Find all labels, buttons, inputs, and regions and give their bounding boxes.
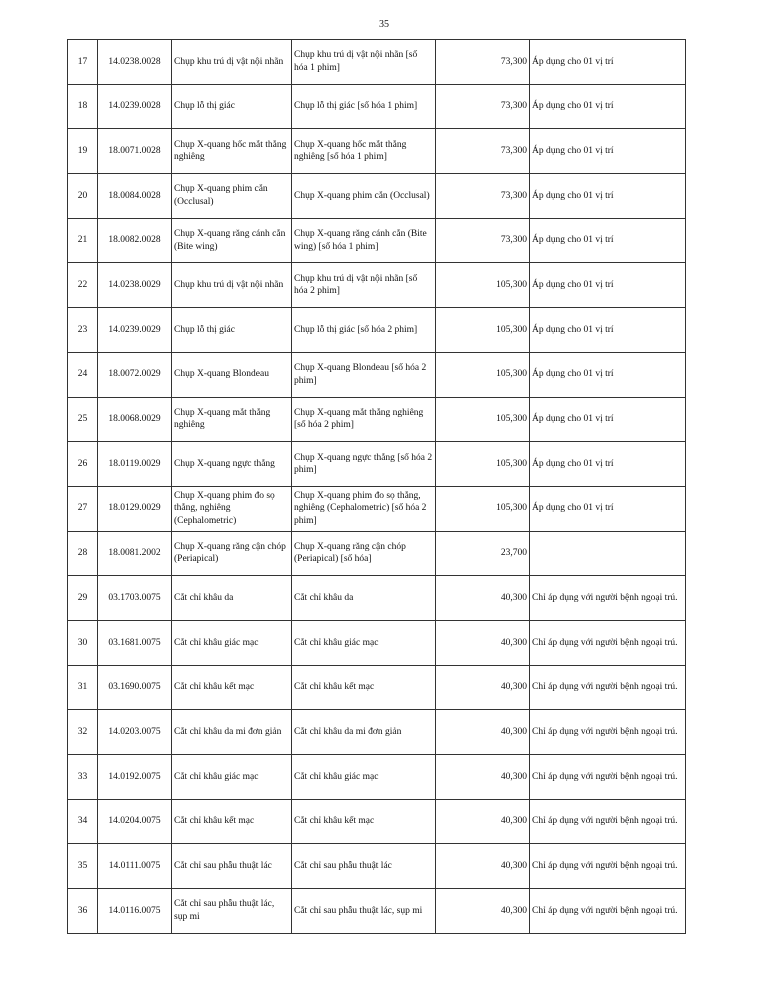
page-number: 35 [379, 19, 389, 30]
row-number-cell: 18 [68, 84, 98, 129]
service-name-cell: Cắt chỉ khâu kết mạc [172, 665, 292, 710]
service-full-name-cell: Chụp khu trú dị vật nội nhãn [số hóa 1 phim] [292, 40, 436, 85]
service-full-name-cell: Cắt chỉ khâu kết mạc [292, 799, 436, 844]
row-number-cell: 30 [68, 620, 98, 665]
service-full-name-cell: Chụp X-quang răng cánh cắn (Bite wing) [số hóa 1 phim] [292, 218, 436, 263]
note-cell: Chỉ áp dụng với người bệnh ngoại trú. [530, 844, 686, 889]
price-cell: 23,700 [436, 531, 530, 576]
table-row [68, 889, 686, 934]
note-cell: Chỉ áp dụng với người bệnh ngoại trú. [530, 620, 686, 665]
service-code-cell: 18.0119.0029 [98, 442, 172, 487]
price-cell: 40,300 [436, 844, 530, 889]
table-row [68, 755, 686, 800]
note-cell: Áp dụng cho 01 vị trí [530, 442, 686, 487]
note-cell: Áp dụng cho 01 vị trí [530, 84, 686, 129]
service-code-cell: 18.0081.2002 [98, 531, 172, 576]
row-number-cell: 24 [68, 352, 98, 397]
service-full-name-cell: Chụp lỗ thị giác [số hóa 1 phim] [292, 84, 436, 129]
note-cell: Áp dụng cho 01 vị trí [530, 486, 686, 531]
table-row [68, 308, 686, 353]
note-cell: Áp dụng cho 01 vị trí [530, 308, 686, 353]
price-cell: 73,300 [436, 84, 530, 129]
note-cell: Chỉ áp dụng với người bệnh ngoại trú. [530, 799, 686, 844]
table-row [68, 84, 686, 129]
price-cell: 40,300 [436, 889, 530, 934]
service-name-cell: Chụp lỗ thị giác [172, 308, 292, 353]
service-name-cell: Chụp lỗ thị giác [172, 84, 292, 129]
table-row [68, 263, 686, 308]
service-name-cell: Cắt chỉ sau phẫu thuật lác, sụp mi [172, 889, 292, 934]
service-code-cell: 14.0116.0075 [98, 889, 172, 934]
row-number-cell: 27 [68, 486, 98, 531]
note-cell: Áp dụng cho 01 vị trí [530, 174, 686, 219]
table-row [68, 710, 686, 755]
service-name-cell: Cắt chỉ sau phẫu thuật lác [172, 844, 292, 889]
price-cell: 105,300 [436, 486, 530, 531]
service-code-cell: 14.0192.0075 [98, 755, 172, 800]
service-name-cell: Chụp X-quang phim cắn (Occlusal) [172, 174, 292, 219]
service-code-cell: 18.0084.0028 [98, 174, 172, 219]
row-number-cell: 25 [68, 397, 98, 442]
service-code-cell: 03.1703.0075 [98, 576, 172, 621]
service-full-name-cell: Cắt chỉ khâu da [292, 576, 436, 621]
price-cell: 105,300 [436, 397, 530, 442]
service-code-cell: 18.0068.0029 [98, 397, 172, 442]
price-cell: 40,300 [436, 576, 530, 621]
note-cell: Áp dụng cho 01 vị trí [530, 218, 686, 263]
service-name-cell: Chụp X-quang răng cận chóp (Periapical) [172, 531, 292, 576]
service-full-name-cell: Chụp lỗ thị giác [số hóa 2 phim] [292, 308, 436, 353]
service-name-cell: Chụp X-quang hốc mắt thẳng nghiêng [172, 129, 292, 174]
service-code-cell: 18.0071.0028 [98, 129, 172, 174]
service-full-name-cell: Chụp X-quang phim cắn (Occlusal) [292, 174, 436, 219]
price-cell: 40,300 [436, 620, 530, 665]
row-number-cell: 31 [68, 665, 98, 710]
row-number-cell: 34 [68, 799, 98, 844]
row-number-cell: 29 [68, 576, 98, 621]
service-name-cell: Chụp khu trú dị vật nội nhãn [172, 263, 292, 308]
price-cell: 105,300 [436, 352, 530, 397]
service-code-cell: 03.1681.0075 [98, 620, 172, 665]
service-full-name-cell: Cắt chỉ khâu kết mạc [292, 665, 436, 710]
row-number-cell: 17 [68, 40, 98, 85]
service-code-cell: 18.0129.0029 [98, 486, 172, 531]
service-code-cell: 14.0203.0075 [98, 710, 172, 755]
note-cell: Áp dụng cho 01 vị trí [530, 40, 686, 85]
price-cell: 105,300 [436, 308, 530, 353]
service-full-name-cell: Chụp X-quang mắt thẳng nghiêng [số hóa 2 phim] [292, 397, 436, 442]
service-full-name-cell: Chụp X-quang ngực thẳng [số hóa 2 phim] [292, 442, 436, 487]
row-number-cell: 35 [68, 844, 98, 889]
service-full-name-cell: Cắt chỉ khâu giác mạc [292, 755, 436, 800]
price-cell: 73,300 [436, 40, 530, 85]
service-name-cell: Cắt chỉ khâu da [172, 576, 292, 621]
service-code-cell: 14.0238.0028 [98, 40, 172, 85]
price-cell: 40,300 [436, 665, 530, 710]
note-cell: Chỉ áp dụng với người bệnh ngoại trú. [530, 889, 686, 934]
price-cell: 73,300 [436, 174, 530, 219]
service-name-cell: Cắt chỉ khâu giác mạc [172, 620, 292, 665]
note-cell: Chỉ áp dụng với người bệnh ngoại trú. [530, 665, 686, 710]
note-cell: Chỉ áp dụng với người bệnh ngoại trú. [530, 576, 686, 621]
note-cell: Áp dụng cho 01 vị trí [530, 397, 686, 442]
service-code-cell: 18.0082.0028 [98, 218, 172, 263]
service-code-cell: 14.0239.0029 [98, 308, 172, 353]
service-full-name-cell: Chụp X-quang răng cận chóp (Periapical) [số hóa] [292, 531, 436, 576]
service-name-cell: Chụp X-quang mắt thẳng nghiêng [172, 397, 292, 442]
service-name-cell: Cắt chỉ khâu giác mạc [172, 755, 292, 800]
service-name-cell: Chụp khu trú dị vật nội nhãn [172, 40, 292, 85]
service-full-name-cell: Cắt chỉ sau phẫu thuật lác, sụp mi [292, 889, 436, 934]
note-cell: Áp dụng cho 01 vị trí [530, 263, 686, 308]
row-number-cell: 23 [68, 308, 98, 353]
service-full-name-cell: Chụp X-quang hốc mắt thẳng nghiêng [số hóa 1 phim] [292, 129, 436, 174]
service-code-cell: 14.0239.0028 [98, 84, 172, 129]
row-number-cell: 21 [68, 218, 98, 263]
row-number-cell: 33 [68, 755, 98, 800]
price-cell: 73,300 [436, 129, 530, 174]
price-cell: 105,300 [436, 263, 530, 308]
table-row [68, 799, 686, 844]
table-row [68, 844, 686, 889]
price-cell: 73,300 [436, 218, 530, 263]
service-full-name-cell: Cắt chỉ khâu giác mạc [292, 620, 436, 665]
row-number-cell: 36 [68, 889, 98, 934]
table-body [68, 40, 686, 934]
row-number-cell: 19 [68, 129, 98, 174]
row-number-cell: 20 [68, 174, 98, 219]
table-row [68, 576, 686, 621]
table-row [68, 174, 686, 219]
service-name-cell: Chụp X-quang ngực thẳng [172, 442, 292, 487]
service-name-cell: Chụp X-quang phim đo sọ thẳng, nghiêng (Cephalometric) [172, 486, 292, 531]
note-cell: Chỉ áp dụng với người bệnh ngoại trú. [530, 755, 686, 800]
row-number-cell: 32 [68, 710, 98, 755]
service-code-cell: 03.1690.0075 [98, 665, 172, 710]
service-code-cell: 18.0072.0029 [98, 352, 172, 397]
service-code-cell: 14.0204.0075 [98, 799, 172, 844]
price-table [67, 39, 686, 934]
table-row [68, 442, 686, 487]
price-cell: 40,300 [436, 710, 530, 755]
price-cell: 40,300 [436, 755, 530, 800]
row-number-cell: 26 [68, 442, 98, 487]
table-row [68, 620, 686, 665]
service-name-cell: Cắt chỉ khâu kết mạc [172, 799, 292, 844]
service-code-cell: 14.0111.0075 [98, 844, 172, 889]
service-full-name-cell: Chụp X-quang phim đo sọ thẳng, nghiêng (Cephalometric) [số hóa 2 phim] [292, 486, 436, 531]
note-cell [530, 531, 686, 576]
table-row [68, 352, 686, 397]
service-name-cell: Chụp X-quang răng cánh cắn (Bite wing) [172, 218, 292, 263]
service-full-name-cell: Chụp khu trú dị vật nội nhãn [số hóa 2 phim] [292, 263, 436, 308]
note-cell: Áp dụng cho 01 vị trí [530, 129, 686, 174]
service-name-cell: Cắt chỉ khâu da mi đơn giản [172, 710, 292, 755]
service-code-cell: 14.0238.0029 [98, 263, 172, 308]
service-name-cell: Chụp X-quang Blondeau [172, 352, 292, 397]
note-cell: Chỉ áp dụng với người bệnh ngoại trú. [530, 710, 686, 755]
table-row [68, 129, 686, 174]
row-number-cell: 22 [68, 263, 98, 308]
row-number-cell: 28 [68, 531, 98, 576]
table-row [68, 40, 686, 85]
note-cell: Áp dụng cho 01 vị trí [530, 352, 686, 397]
table-row [68, 218, 686, 263]
table-row [68, 397, 686, 442]
table-row [68, 665, 686, 710]
service-full-name-cell: Cắt chỉ khâu da mi đơn giản [292, 710, 436, 755]
table-row [68, 531, 686, 576]
table-row [68, 486, 686, 531]
price-cell: 40,300 [436, 799, 530, 844]
service-full-name-cell: Chụp X-quang Blondeau [số hóa 2 phim] [292, 352, 436, 397]
service-full-name-cell: Cắt chỉ sau phẫu thuật lác [292, 844, 436, 889]
price-cell: 105,300 [436, 442, 530, 487]
